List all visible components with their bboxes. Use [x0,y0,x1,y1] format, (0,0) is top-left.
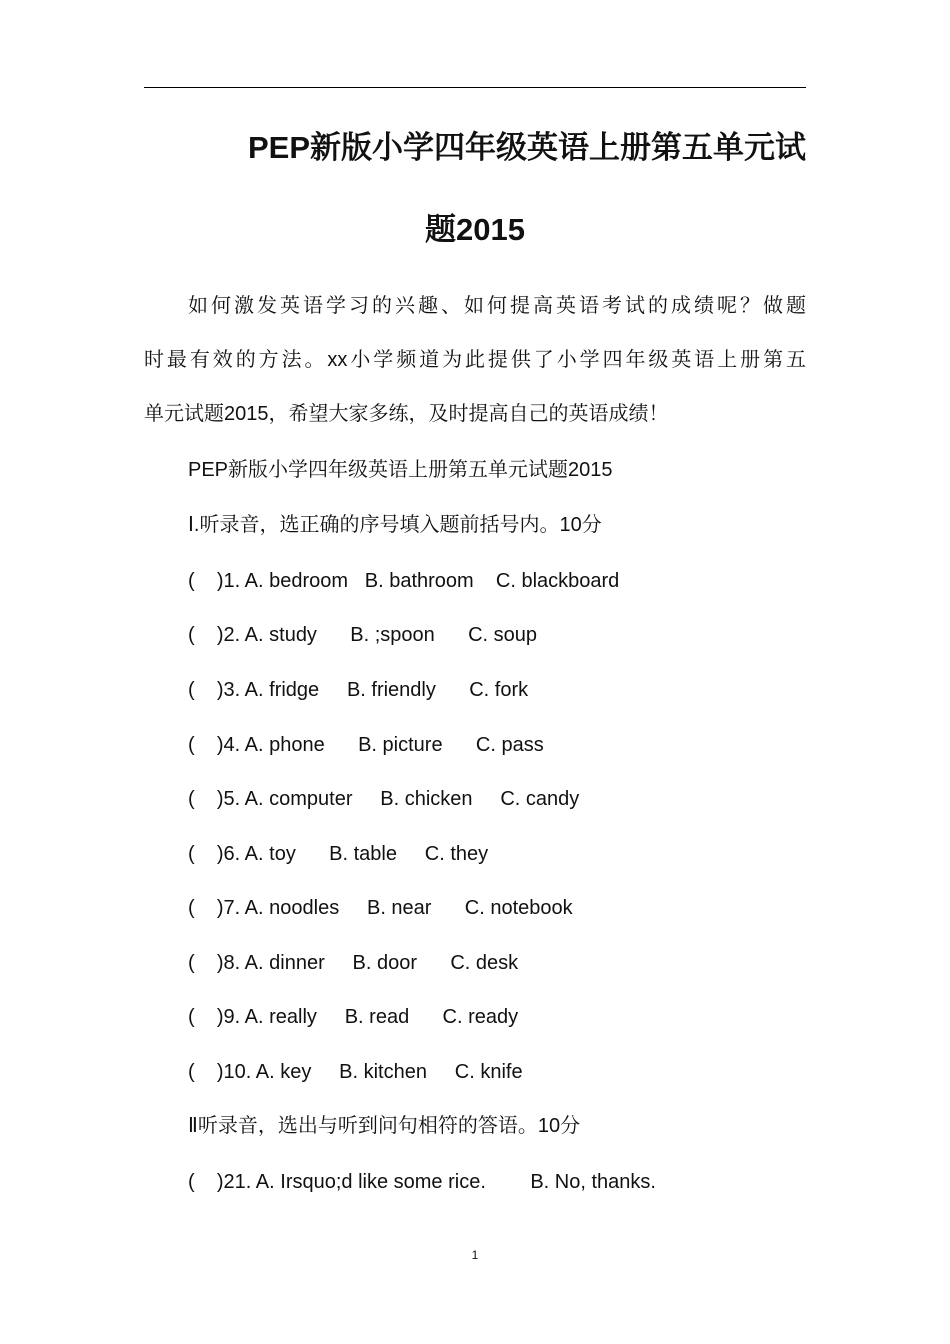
question-8: ( )8. A. dinner B. door C. desk [188,952,519,974]
document-title-line-2: 题2015 [425,212,525,247]
question-4: ( )4. A. phone B. picture C. pass [188,734,544,756]
subtitle: PEP新版小学四年级英语上册第五单元试题2015 [188,459,613,481]
intro-line-1: 如何激发英语学习的兴趣、如何提高英语考试的成绩呢？做题 [188,295,806,317]
question-21: ( )21. A. Irsquo;d like some rice. B. No, thanks. [188,1171,656,1193]
intro-line-3: 单元试题2015，希望大家多练，及时提高自己的英语成绩！ [144,403,669,425]
document-title-line-1: PEP新版小学四年级英语上册第五单元试 [247,130,806,165]
section-2-heading: Ⅱ听录音，选出与听到问句相符的答语。10分 [188,1115,581,1137]
header-rule [144,87,806,88]
question-2: ( )2. A. study B. ;spoon C. soup [188,624,538,646]
question-7: ( )7. A. noodles B. near C. notebook [188,897,573,919]
page-number: 1 [471,1248,479,1262]
question-1: ( )1. A. bedroom B. bathroom C. blackboard [188,570,620,592]
question-3: ( )3. A. fridge B. friendly C. fork [188,679,529,701]
intro-line-2: 时最有效的方法。xx小学频道为此提供了小学四年级英语上册第五 [144,349,806,371]
question-10: ( )10. A. key B. kitchen C. knife [188,1061,523,1083]
question-6: ( )6. A. toy B. table C. they [188,843,489,865]
question-9: ( )9. A. really B. read C. ready [188,1006,519,1028]
section-1-heading: Ⅰ.听录音，选正确的序号填入题前括号内。10分 [188,514,602,536]
question-5: ( )5. A. computer B. chicken C. candy [188,788,580,810]
